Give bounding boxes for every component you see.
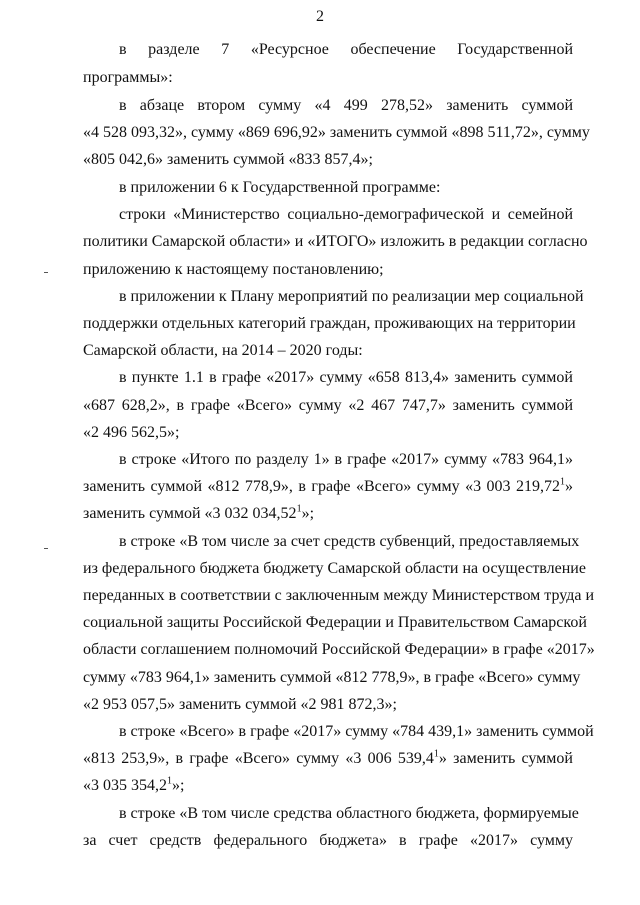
text-line: в пункте 1.1 в графе «2017» сумму «658 813,4» заменить суммой [119, 369, 573, 386]
margin-mark [44, 548, 48, 549]
text-line: переданных в соответствии с заключенным между Министерством труда и [83, 587, 595, 604]
text-line: в строке «Всего» в графе «2017» сумму «784 439,1» заменить суммой [119, 723, 594, 740]
text-line: «2 953 057,5» заменить суммой «2 981 872,3»; [83, 696, 397, 713]
text-line: из федерального бюджета бюджету Самарской области на осуществление [83, 560, 586, 577]
text-line: в строке «Итого по разделу 1» в графе «2017» сумму «783 964,1» [119, 451, 573, 468]
page-number: 2 [316, 8, 324, 25]
text-segment: »; [172, 777, 185, 794]
text-segment: »; [301, 505, 315, 522]
text-line: политики Самарской области» и «ИТОГО» изложить в редакции согласно [83, 233, 588, 250]
text-line: в строке «В том числе средства областного бюджета, формируемые [119, 805, 579, 822]
text-segment: » [565, 478, 573, 495]
footnote-mark: 1 [433, 748, 439, 760]
text-line [83, 504, 573, 524]
text-segment: «813 253,9», в графе «Всего» сумму «3 006 539,4 [83, 750, 434, 767]
text-segment: заменить суммой «3 032 034,52 [83, 505, 297, 522]
footnote-mark: 1 [296, 503, 302, 515]
text-line: программы»: [83, 69, 173, 86]
text-line: строки «Министерство социально-демографической и семейной [119, 206, 573, 223]
text-line: Самарской области, на 2014 – 2020 годы: [83, 342, 363, 359]
text-line: социальной защиты Российской Федерации и Правительством Самарской [83, 614, 587, 631]
text-line: области соглашением полномочий Российской Федерации» в графе «2017» [83, 641, 595, 658]
text-line: поддержки отдельных категорий граждан, проживающих на территории [83, 315, 576, 332]
footnote-mark: 1 [167, 775, 172, 787]
text-line: «2 496 562,5»; [83, 424, 180, 441]
text-segment: «3 035 354,2 [83, 777, 167, 794]
text-line: сумму «783 964,1» заменить суммой «812 778,9», в графе «Всего» сумму [83, 669, 581, 686]
text-line: в разделе 7 «Ресурсное обеспечение Государственной [119, 41, 573, 58]
text-line: в строке «В том числе за счет средств субвенций, предоставляемых [119, 533, 580, 550]
text-line: в абзаце втором сумму «4 499 278,52» заменить суммой [119, 97, 573, 114]
text-line [83, 776, 573, 796]
text-line [83, 477, 573, 497]
text-line: за счет средств федерального бюджета» в графе «2017» сумму [83, 832, 573, 849]
text-line [83, 749, 573, 769]
margin-mark [44, 272, 48, 273]
text-line: в приложении 6 к Государственной программе: [119, 179, 441, 196]
text-line: в приложении к Плану мероприятий по реализации мер социальной [119, 288, 584, 305]
text-line: «4 528 093,32», сумму «869 696,92» заменить суммой «898 511,72», сумму [83, 124, 590, 141]
text-line: «805 042,6» заменить суммой «833 857,4»; [83, 151, 373, 168]
text-line: приложению к настоящему постановлению; [83, 261, 384, 278]
footnote-mark: 1 [560, 476, 565, 488]
text-segment: заменить суммой «812 778,9», в графе «Всего» сумму «3 003 219,72 [83, 478, 560, 495]
text-line: «687 628,2», в графе «Всего» сумму «2 467 747,7» заменить суммой [83, 397, 573, 414]
text-segment: » заменить суммой [438, 750, 573, 767]
